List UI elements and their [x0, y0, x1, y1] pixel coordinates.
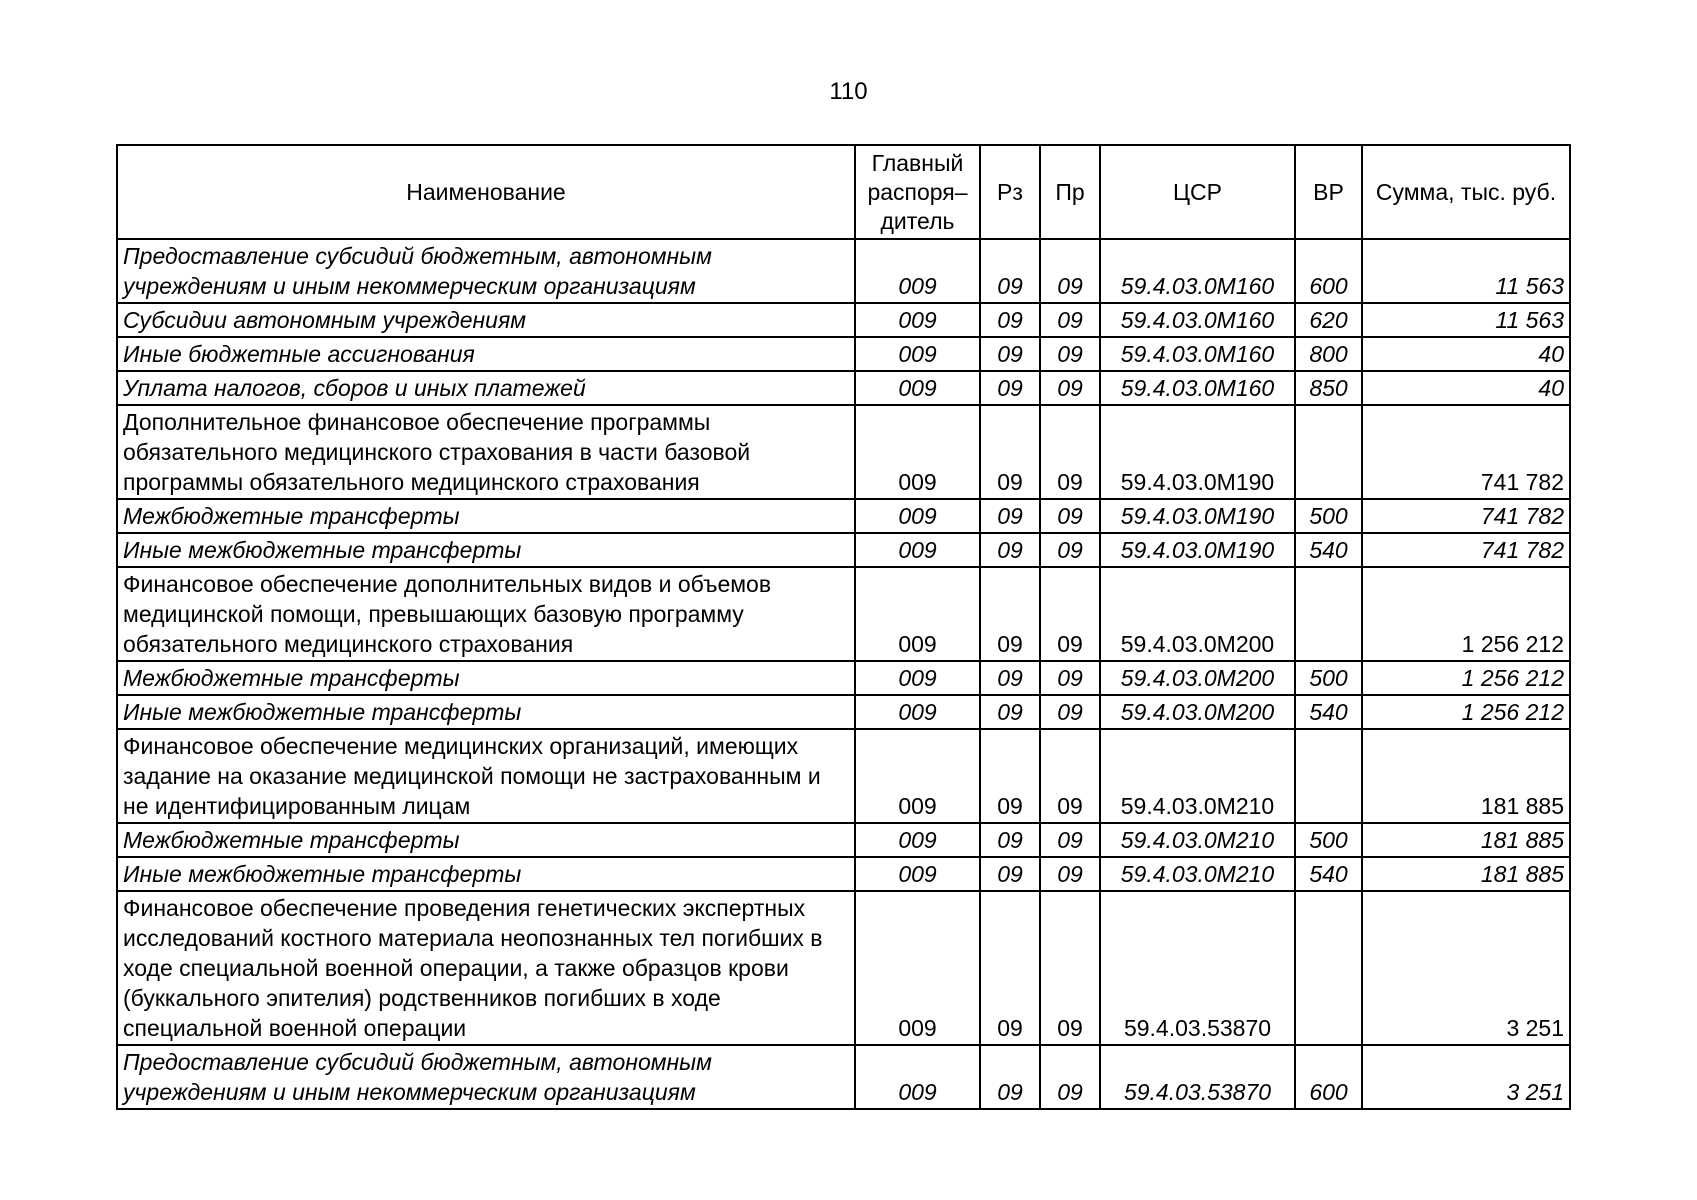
cell-grbs: 009: [855, 661, 980, 695]
cell-csr: 59.4.03.0М200: [1100, 661, 1295, 695]
cell-vr: 600: [1295, 1045, 1362, 1109]
cell-csr: 59.4.03.0М200: [1100, 695, 1295, 729]
cell-rz: 09: [980, 337, 1040, 371]
cell-csr: 59.4.03.0М160: [1100, 371, 1295, 405]
cell-grbs: 009: [855, 533, 980, 567]
cell-rz: 09: [980, 857, 1040, 891]
cell-name: Финансовое обеспечение медицинских организаций, имеющих задание на оказание медицинской помощи не застрахованным и не идентифицированным лицам: [117, 729, 855, 823]
cell-grbs: 009: [855, 303, 980, 337]
cell-vr: 500: [1295, 823, 1362, 857]
cell-name: Дополнительное финансовое обеспечение программы обязательного медицинского страхования в части базовой программы обязательного медицинского страхования: [117, 405, 855, 499]
table-row: [117, 405, 1570, 499]
cell-name: Иные межбюджетные трансферты: [117, 533, 855, 567]
cell-grbs: 009: [855, 857, 980, 891]
page-number: 110: [829, 78, 868, 105]
cell-rz: 09: [980, 661, 1040, 695]
header-grbs: Главный распоря– дитель: [855, 145, 980, 239]
cell-pr: 09: [1040, 891, 1100, 1045]
cell-vr: 540: [1295, 533, 1362, 567]
table-row: [117, 695, 1570, 729]
cell-rz: 09: [980, 371, 1040, 405]
table-row: [117, 303, 1570, 337]
table-row: [117, 239, 1570, 303]
table-body: [117, 239, 1570, 1109]
cell-sum: 1 256 212: [1362, 695, 1570, 729]
header-name: Наименование: [117, 145, 855, 239]
cell-name: Финансовое обеспечение дополнительных видов и объемов медицинской помощи, превышающих базовую программу обязательного медицинского страхования: [117, 567, 855, 661]
header-rz: Рз: [980, 145, 1040, 239]
cell-sum: 3 251: [1362, 1045, 1570, 1109]
header-pr: Пр: [1040, 145, 1100, 239]
cell-sum: 1 256 212: [1362, 567, 1570, 661]
cell-csr: 59.4.03.0М210: [1100, 857, 1295, 891]
cell-csr: 59.4.03.0М190: [1100, 499, 1295, 533]
cell-csr: 59.4.03.0М200: [1100, 567, 1295, 661]
cell-csr: 59.4.03.0М210: [1100, 823, 1295, 857]
cell-vr: [1295, 405, 1362, 499]
cell-sum: 181 885: [1362, 823, 1570, 857]
cell-csr: 59.4.03.0М190: [1100, 533, 1295, 567]
cell-vr: [1295, 729, 1362, 823]
cell-sum: 1 256 212: [1362, 661, 1570, 695]
cell-name: Межбюджетные трансферты: [117, 499, 855, 533]
cell-csr: 59.4.03.0М160: [1100, 303, 1295, 337]
cell-pr: 09: [1040, 239, 1100, 303]
cell-grbs: 009: [855, 567, 980, 661]
cell-vr: 620: [1295, 303, 1362, 337]
cell-sum: 741 782: [1362, 533, 1570, 567]
cell-pr: 09: [1040, 661, 1100, 695]
cell-grbs: 009: [855, 371, 980, 405]
cell-name: Межбюджетные трансферты: [117, 823, 855, 857]
cell-sum: 3 251: [1362, 891, 1570, 1045]
cell-name: Предоставление субсидий бюджетным, автономным учреждениям и иным некоммерческим организациям: [117, 239, 855, 303]
cell-pr: 09: [1040, 857, 1100, 891]
cell-vr: 800: [1295, 337, 1362, 371]
cell-grbs: 009: [855, 1045, 980, 1109]
cell-sum: 741 782: [1362, 499, 1570, 533]
cell-grbs: 009: [855, 823, 980, 857]
cell-grbs: 009: [855, 239, 980, 303]
cell-name: Субсидии автономным учреждениям: [117, 303, 855, 337]
cell-vr: 540: [1295, 695, 1362, 729]
cell-pr: 09: [1040, 303, 1100, 337]
cell-vr: 600: [1295, 239, 1362, 303]
table-row: [117, 857, 1570, 891]
header-vr: ВР: [1295, 145, 1362, 239]
table-row: [117, 499, 1570, 533]
header-sum: Сумма, тыс. руб.: [1362, 145, 1570, 239]
cell-grbs: 009: [855, 729, 980, 823]
cell-grbs: 009: [855, 499, 980, 533]
cell-pr: 09: [1040, 371, 1100, 405]
table-row: [117, 533, 1570, 567]
cell-name: Финансовое обеспечение проведения генетических экспертных исследований костного материала неопознанных тел погибших в ходе специальной военной операции, а также образцов крови (буккального эпителия) родственников погибших в ходе специальной военной операции: [117, 891, 855, 1045]
table-row: [117, 567, 1570, 661]
cell-pr: 09: [1040, 1045, 1100, 1109]
cell-pr: 09: [1040, 533, 1100, 567]
cell-rz: 09: [980, 695, 1040, 729]
cell-grbs: 009: [855, 405, 980, 499]
cell-sum: 741 782: [1362, 405, 1570, 499]
cell-pr: 09: [1040, 499, 1100, 533]
cell-rz: 09: [980, 303, 1040, 337]
cell-grbs: 009: [855, 695, 980, 729]
cell-vr: 500: [1295, 661, 1362, 695]
cell-name: Иные межбюджетные трансферты: [117, 857, 855, 891]
cell-vr: 500: [1295, 499, 1362, 533]
table-row: [117, 1045, 1570, 1109]
cell-pr: 09: [1040, 405, 1100, 499]
table-row: [117, 661, 1570, 695]
cell-name: Иные межбюджетные трансферты: [117, 695, 855, 729]
cell-grbs: 009: [855, 891, 980, 1045]
cell-csr: 59.4.03.53870: [1100, 891, 1295, 1045]
table-row: [117, 729, 1570, 823]
cell-pr: 09: [1040, 823, 1100, 857]
cell-rz: 09: [980, 499, 1040, 533]
table-row: [117, 823, 1570, 857]
budget-table: [116, 144, 1571, 1110]
cell-sum: 40: [1362, 371, 1570, 405]
cell-csr: 59.4.03.0М160: [1100, 239, 1295, 303]
cell-pr: 09: [1040, 567, 1100, 661]
cell-sum: 181 885: [1362, 857, 1570, 891]
cell-sum: 40: [1362, 337, 1570, 371]
cell-vr: 850: [1295, 371, 1362, 405]
cell-vr: 540: [1295, 857, 1362, 891]
table-row: [117, 337, 1570, 371]
cell-name: Межбюджетные трансферты: [117, 661, 855, 695]
cell-csr: 59.4.03.0М190: [1100, 405, 1295, 499]
cell-sum: 11 563: [1362, 239, 1570, 303]
cell-csr: 59.4.03.0М210: [1100, 729, 1295, 823]
cell-vr: [1295, 567, 1362, 661]
cell-grbs: 009: [855, 337, 980, 371]
table-row: [117, 371, 1570, 405]
cell-name: Уплата налогов, сборов и иных платежей: [117, 371, 855, 405]
cell-name: Иные бюджетные ассигнования: [117, 337, 855, 371]
table-row: [117, 891, 1570, 1045]
cell-rz: 09: [980, 533, 1040, 567]
cell-rz: 09: [980, 239, 1040, 303]
cell-rz: 09: [980, 405, 1040, 499]
cell-rz: 09: [980, 891, 1040, 1045]
table-header-row: [117, 145, 1570, 239]
cell-pr: 09: [1040, 729, 1100, 823]
cell-rz: 09: [980, 567, 1040, 661]
cell-rz: 09: [980, 823, 1040, 857]
cell-csr: 59.4.03.53870: [1100, 1045, 1295, 1109]
cell-pr: 09: [1040, 695, 1100, 729]
cell-vr: [1295, 891, 1362, 1045]
cell-pr: 09: [1040, 337, 1100, 371]
cell-rz: 09: [980, 729, 1040, 823]
cell-csr: 59.4.03.0М160: [1100, 337, 1295, 371]
cell-rz: 09: [980, 1045, 1040, 1109]
cell-sum: 181 885: [1362, 729, 1570, 823]
header-csr: ЦСР: [1100, 145, 1295, 239]
cell-name: Предоставление субсидий бюджетным, автономным учреждениям и иным некоммерческим организациям: [117, 1045, 855, 1109]
cell-sum: 11 563: [1362, 303, 1570, 337]
